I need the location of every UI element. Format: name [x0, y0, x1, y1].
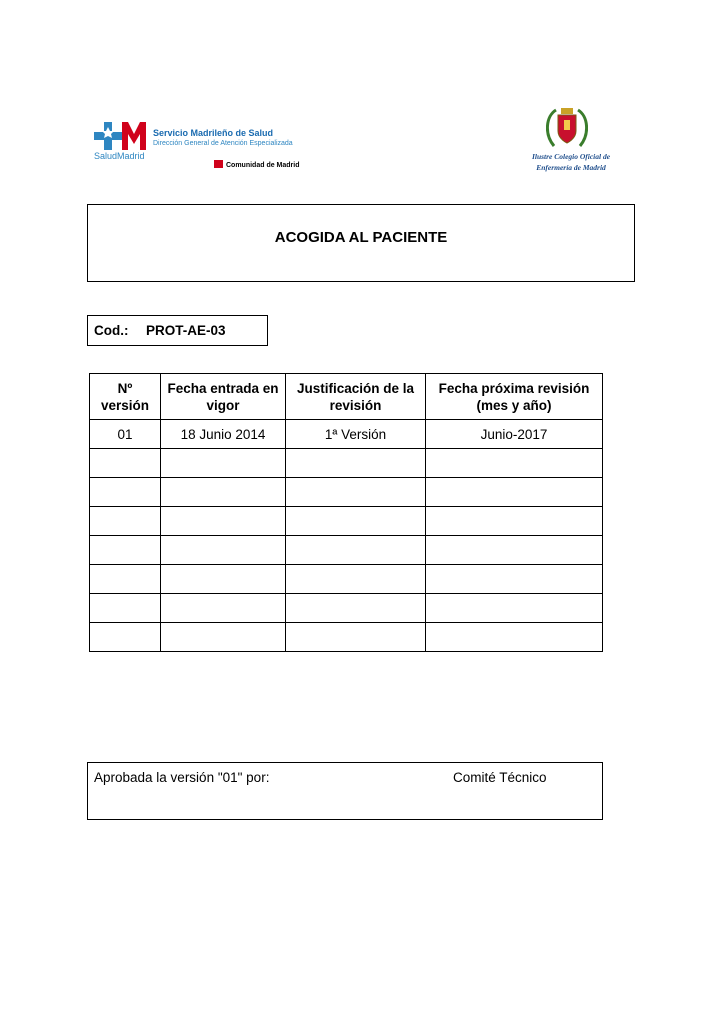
table-cell — [90, 478, 161, 507]
table-row — [90, 507, 603, 536]
code-label: Cod.: — [94, 323, 129, 338]
table-cell — [426, 565, 603, 594]
table-cell: 18 Junio 2014 — [161, 420, 286, 449]
table-cell — [286, 623, 426, 652]
table-cell: Junio-2017 — [426, 420, 603, 449]
header-effective-date: Fecha entrada en vigor — [161, 374, 286, 420]
table-cell: 1ª Versión — [286, 420, 426, 449]
table-cell — [161, 507, 286, 536]
table-cell — [90, 565, 161, 594]
header-justification: Justificación de la revisión — [286, 374, 426, 420]
table-cell — [426, 536, 603, 565]
service-subtitle: Dirección General de Atención Especializada — [153, 140, 293, 147]
table-cell — [426, 594, 603, 623]
table-cell — [426, 623, 603, 652]
table-header-row — [90, 374, 603, 420]
brand-name: SaludMadrid — [94, 151, 145, 161]
table-cell — [161, 478, 286, 507]
table-row — [90, 536, 603, 565]
version-table — [89, 373, 603, 652]
table-cell — [161, 449, 286, 478]
code-value: PROT-AE-03 — [146, 323, 226, 338]
table-cell — [286, 507, 426, 536]
table-cell — [286, 478, 426, 507]
crest-icon — [546, 106, 588, 150]
approval-label: Aprobada la versión "01" por: — [94, 770, 270, 785]
document-title: ACOGIDA AL PACIENTE — [274, 229, 448, 246]
letter-m-icon — [122, 122, 146, 150]
table-row — [90, 623, 603, 652]
salud-madrid-logo — [94, 122, 304, 174]
table-cell — [426, 478, 603, 507]
table-cell — [426, 507, 603, 536]
approval-value: Comité Técnico — [453, 770, 547, 785]
table-row — [90, 449, 603, 478]
table-cell: 01 — [90, 420, 161, 449]
table-cell — [90, 623, 161, 652]
table-cell — [90, 449, 161, 478]
table-cell — [161, 565, 286, 594]
table-cell — [90, 536, 161, 565]
table-cell — [286, 449, 426, 478]
header-next-review: Fecha próxima revisión (mes y año) — [426, 374, 603, 420]
table-row — [90, 478, 603, 507]
table-cell — [161, 536, 286, 565]
table-row — [90, 594, 603, 623]
community-label: Comunidad de Madrid — [214, 160, 300, 169]
table-cell — [286, 594, 426, 623]
table-cell — [90, 594, 161, 623]
approval-box — [87, 762, 603, 820]
table-row — [90, 420, 603, 449]
table-cell — [161, 623, 286, 652]
star-cross-icon — [94, 122, 122, 150]
service-title: Servicio Madrileño de Salud — [153, 128, 274, 138]
colegio-enfermeria-logo — [526, 106, 616, 174]
colegio-line-1: Ilustre Colegio Oficial de — [531, 152, 611, 161]
title-box — [87, 204, 635, 282]
table-cell — [286, 536, 426, 565]
table-cell — [286, 565, 426, 594]
header-version: Nº versión — [90, 374, 161, 420]
community-flag-icon — [214, 160, 223, 168]
table-cell — [161, 594, 286, 623]
code-box — [87, 315, 268, 346]
table-cell — [90, 507, 161, 536]
table-row — [90, 565, 603, 594]
table-cell — [426, 449, 603, 478]
colegio-line-2: Enfermería de Madrid — [536, 163, 606, 172]
